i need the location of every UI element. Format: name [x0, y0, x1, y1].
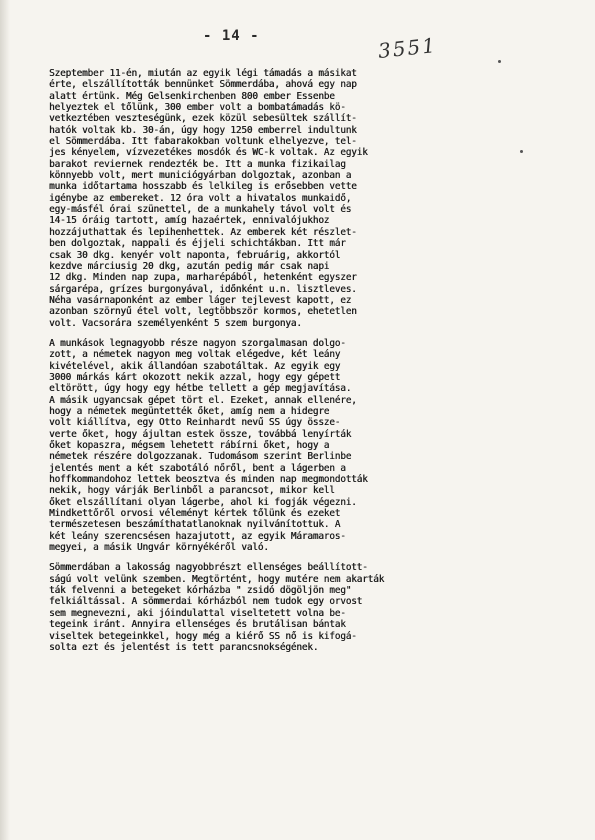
- margin-speck: [498, 60, 501, 63]
- text-line: alatt értünk. Még Gelsenkirchenben 800 ember Essenbe: [49, 90, 335, 102]
- paragraph: [49, 338, 519, 554]
- text-line: vetkeztében veszteségünk, ezek közül sebesültek szállít-: [49, 113, 357, 125]
- paragraph-gap: [49, 329, 519, 338]
- text-line: felkiáltással. A sömmerdai kórházból nem tudok egy orvost: [49, 596, 363, 608]
- text-line: ben dolgoztak, nappali és éjjeli schichtákban. Itt már: [49, 238, 346, 250]
- paragraph: [49, 562, 519, 653]
- text-line: 12 dkg. Minden nap zupa, marharépából, hetenként egyszer: [49, 272, 357, 284]
- text-line: jelentés ment a két szabotáló nőről, bent a lágerben a: [49, 462, 346, 474]
- text-line: kezdve márciusig 20 dkg, azután pedig már csak napi: [49, 260, 330, 272]
- text-line: könnyebb volt, mert municiógyárban dolgoztak, azonban a: [49, 170, 352, 182]
- text-line: solta ezt és jelentést is tett parancsnokségének.: [49, 641, 319, 653]
- text-line: A munkások legnagyobb része nagyon szorgalmasan dolgo-: [49, 337, 346, 349]
- margin-speck: [520, 150, 523, 153]
- text-line: ságú volt velünk szemben. Megtörtént, hogy mutére nem akarták: [49, 573, 385, 585]
- text-line: zott, a németek nagyon meg voltak elégedve, két leány: [49, 349, 341, 361]
- text-line: hoffkommandohoz lettek beosztva és minden nap megmondották: [49, 474, 368, 486]
- text-line: viseltek betegeinkkel, hogy még a kiérő SS nő is kifogá-: [49, 630, 357, 642]
- text-line: el Sömmerdába. Itt fabarakokban voltunk elhelyezve, tel-: [49, 136, 357, 148]
- text-line: igénybe az embereket. 12 óra volt a hivatalos munkaidő,: [49, 192, 352, 204]
- text-line: Mindkettőről orvosi véleményt kértek tőlünk és ezeket: [49, 508, 341, 520]
- paragraph: [49, 68, 519, 329]
- text-line: csak 30 dkg. kenyér volt naponta, februárig, akkortól: [49, 249, 341, 261]
- text-line: A másik ugyancsak gépet tört el. Ezeket, annak ellenére,: [49, 394, 357, 406]
- text-line: hogy a németek megüntették őket, amíg nem a hidegre: [49, 405, 330, 417]
- text-line: két leány szerencsésen hazajutott, az egyik Máramaros-: [49, 530, 346, 542]
- text-line: érte, elszállították bennünket Sömmerdába, ahová egy nap: [49, 79, 357, 91]
- text-line: ták felvenni a betegeket kórházba " zsidó dögöljön meg": [49, 585, 352, 597]
- text-line: jes kényelem, vízvezetékes mosdók és WC-k voltak. Az egyik: [49, 147, 368, 159]
- text-line: őket kopaszra, mégsem lehetett rábírni őket, hogy a: [49, 440, 330, 451]
- handwritten-archive-number: 3551: [376, 32, 438, 64]
- text-line: 3000 márkás kárt okozott nekik azzal, hogy egy gépett: [49, 371, 341, 383]
- text-line: németek részére dolgozzanak. Tudomásom szerint Berlinbe: [49, 451, 352, 463]
- text-line: verte őket, hogy ájultan estek össze, továbbá lenyírták: [49, 428, 352, 440]
- text-line: helyeztek el tőlünk, 300 ember volt a bombatámadás kö-: [49, 102, 346, 114]
- text-line: sárgarépa, grízes burgonyával, időnként u.n. lisztleves.: [49, 283, 357, 295]
- paragraph-gap: [49, 553, 519, 562]
- text-line: kivételével, akik állandóan szabotáltak. Az egyik egy: [49, 360, 341, 372]
- text-line: barakot reviernek rendezték be. Itt a munka fizikailag: [49, 158, 346, 170]
- text-line: azonban szörnyű étel volt, legtöbbször kormos, ehetetlen: [49, 306, 357, 318]
- text-line: eltörött, úgy hogy egy hétbe tellett a gép megjavítása.: [49, 383, 352, 395]
- text-line: nekik, hogy várják Berlinből a parancsot, mikor kell: [49, 485, 335, 497]
- text-line: tegeink iránt. Annyira ellenséges és brutálisan bántak: [49, 619, 346, 631]
- text-line: munka időtartama hosszabb és lelkileg is erősebben vette: [49, 181, 357, 193]
- text-line: 14-15 óráig tartott, amíg hazaértek, ennivalójukhoz: [49, 215, 330, 227]
- text-line: sem megnevezni, aki jóindulattal viseltetett volna be-: [49, 607, 346, 619]
- text-line: megyei, a másik Ungvár környékéről való.: [49, 542, 269, 554]
- text-line: Néha vasárnaponként az ember láger tejlevest kapott, ez: [49, 294, 352, 306]
- text-line: egy-másfél órai szünettel, de a munkahely távol volt és: [49, 204, 352, 216]
- text-line: hozzájuthattak és lepihenhettek. Az emberek két részlet-: [49, 226, 357, 238]
- text-line: hatók voltak kb. 30-án, úgy hogy 1250 emberrel indultunk: [49, 124, 357, 136]
- text-line: őket elszállítani olyan lágerbe, ahol ki fogják végezni.: [49, 496, 357, 508]
- text-line: volt kiállítva, egy Otto Reinhardt nevű SS úgy össze-: [49, 417, 341, 429]
- typewritten-body: [49, 68, 519, 653]
- text-line: természetesen beszámíthatatlanoknak nyilvánítottuk. A: [49, 519, 341, 531]
- text-line: Szeptember 11-én, miután az egyik légi támadás a másikat: [49, 68, 357, 79]
- page-number: - 14 -: [203, 28, 260, 44]
- text-line: volt. Vacsorára személyenként 5 szem burgonya.: [49, 317, 302, 329]
- page-edge-shadow: [0, 0, 10, 840]
- text-line: Sömmerdában a lakosság nagyobbrészt ellenséges beállított-: [49, 562, 368, 574]
